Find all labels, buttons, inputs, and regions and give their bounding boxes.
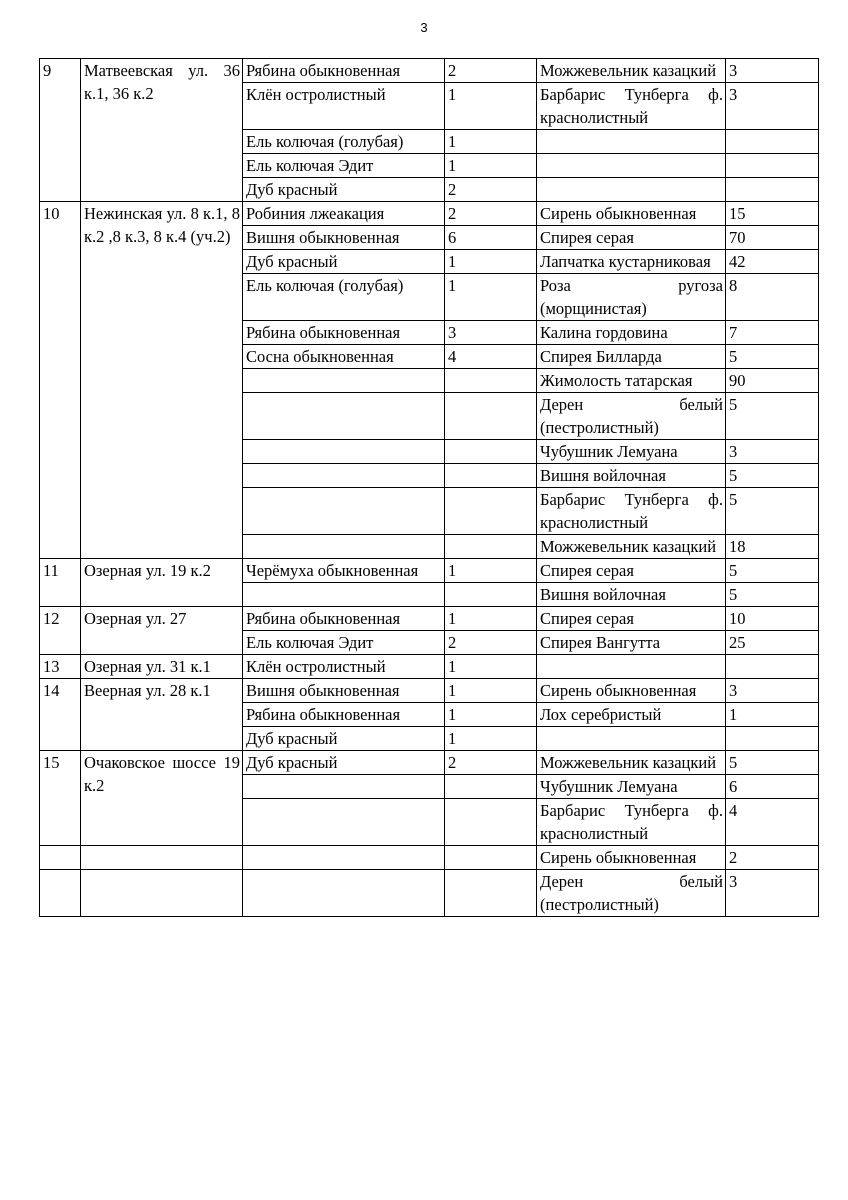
shrub-species-cell: Роза ругоза (морщинистая): [537, 274, 726, 321]
tree-quantity-cell: [445, 583, 537, 607]
row-number: 12: [40, 607, 81, 655]
shrub-quantity-cell: 7: [726, 321, 819, 345]
shrub-species-cell: Сирень обыкновенная: [537, 202, 726, 226]
tree-species-cell: Сосна обыкновенная: [243, 345, 445, 369]
table-row: [40, 607, 819, 631]
shrub-species-cell: Лох серебристый: [537, 703, 726, 727]
shrub-species-cell: Можжевельник казацкий: [537, 535, 726, 559]
tree-quantity-cell: 2: [445, 751, 537, 775]
tree-species-cell: Вишня обыкновенная: [243, 679, 445, 703]
address-cell: Озерная ул. 27: [81, 607, 243, 655]
tree-quantity-cell: 1: [445, 130, 537, 154]
table-row: [40, 870, 819, 917]
shrub-species-cell: Спирея Билларда: [537, 345, 726, 369]
tree-quantity-cell: [445, 535, 537, 559]
tree-species-cell: [243, 464, 445, 488]
table-row: [40, 679, 819, 703]
shrub-species-cell: Можжевельник казацкий: [537, 59, 726, 83]
tree-species-cell: Ель колючая Эдит: [243, 154, 445, 178]
tree-quantity-cell: [445, 846, 537, 870]
shrub-quantity-cell: 15: [726, 202, 819, 226]
tree-species-cell: Рябина обыкновенная: [243, 59, 445, 83]
table-row: [40, 559, 819, 583]
shrub-species-cell: Лапчатка кустарниковая: [537, 250, 726, 274]
shrub-species-cell: Спирея Вангутта: [537, 631, 726, 655]
shrub-quantity-cell: 8: [726, 274, 819, 321]
shrub-quantity-cell: 3: [726, 83, 819, 130]
tree-quantity-cell: [445, 369, 537, 393]
tree-quantity-cell: 6: [445, 226, 537, 250]
tree-quantity-cell: 1: [445, 274, 537, 321]
shrub-species-cell: Калина гордовина: [537, 321, 726, 345]
shrub-quantity-cell: 3: [726, 679, 819, 703]
shrub-quantity-cell: 5: [726, 393, 819, 440]
row-number: 10: [40, 202, 81, 559]
tree-quantity-cell: 1: [445, 250, 537, 274]
tree-quantity-cell: [445, 870, 537, 917]
shrub-quantity-cell: 5: [726, 583, 819, 607]
row-number: 15: [40, 751, 81, 846]
tree-quantity-cell: 2: [445, 202, 537, 226]
shrub-quantity-cell: 25: [726, 631, 819, 655]
address-cell: Очаковское шоссе 19 к.2: [81, 751, 243, 846]
shrub-species-cell: [537, 655, 726, 679]
tree-species-cell: Клён остролистный: [243, 83, 445, 130]
tree-species-cell: Рябина обыкновенная: [243, 607, 445, 631]
address-cell: Нежинская ул. 8 к.1, 8 к.2 ,8 к.3, 8 к.4 (уч.2): [81, 202, 243, 559]
table-row: [40, 59, 819, 83]
tree-species-cell: Рябина обыкновенная: [243, 321, 445, 345]
shrub-species-cell: Чубушник Лемуана: [537, 775, 726, 799]
shrub-species-cell: Барбарис Тунберга ф. краснолистный: [537, 799, 726, 846]
tree-species-cell: [243, 488, 445, 535]
tree-species-cell: [243, 393, 445, 440]
tree-quantity-cell: 1: [445, 83, 537, 130]
shrub-species-cell: Чубушник Лемуана: [537, 440, 726, 464]
tree-quantity-cell: 1: [445, 154, 537, 178]
shrub-quantity-cell: [726, 154, 819, 178]
shrub-species-cell: [537, 178, 726, 202]
shrub-quantity-cell: 90: [726, 369, 819, 393]
tree-species-cell: Ель колючая (голубая): [243, 130, 445, 154]
shrub-quantity-cell: 1: [726, 703, 819, 727]
shrub-quantity-cell: 3: [726, 59, 819, 83]
tree-quantity-cell: 1: [445, 679, 537, 703]
tree-quantity-cell: [445, 488, 537, 535]
tree-species-cell: [243, 583, 445, 607]
table-row: [40, 751, 819, 775]
tree-quantity-cell: [445, 393, 537, 440]
planting-table: [39, 58, 819, 917]
shrub-quantity-cell: 5: [726, 345, 819, 369]
tree-species-cell: Черёмуха обыкновенная: [243, 559, 445, 583]
table-row: [40, 202, 819, 226]
shrub-species-cell: [537, 727, 726, 751]
tree-quantity-cell: [445, 775, 537, 799]
shrub-quantity-cell: [726, 130, 819, 154]
tree-quantity-cell: 3: [445, 321, 537, 345]
tree-quantity-cell: 4: [445, 345, 537, 369]
shrub-species-cell: Сирень обыкновенная: [537, 846, 726, 870]
shrub-species-cell: Дерен белый (пестролистный): [537, 393, 726, 440]
shrub-quantity-cell: 2: [726, 846, 819, 870]
shrub-quantity-cell: 3: [726, 870, 819, 917]
address-cell: Матвеевская ул. 36 к.1, 36 к.2: [81, 59, 243, 202]
tree-species-cell: [243, 440, 445, 464]
shrub-species-cell: Жимолость татарская: [537, 369, 726, 393]
tree-quantity-cell: 2: [445, 59, 537, 83]
tree-species-cell: Робиния лжеакация: [243, 202, 445, 226]
tree-species-cell: Дуб красный: [243, 727, 445, 751]
shrub-quantity-cell: 5: [726, 464, 819, 488]
tree-quantity-cell: [445, 440, 537, 464]
tree-species-cell: [243, 870, 445, 917]
shrub-species-cell: [537, 130, 726, 154]
shrub-species-cell: Спирея серая: [537, 226, 726, 250]
tree-quantity-cell: 1: [445, 655, 537, 679]
address-cell: Озерная ул. 31 к.1: [81, 655, 243, 679]
page-number: 3: [420, 20, 428, 35]
shrub-quantity-cell: 4: [726, 799, 819, 846]
shrub-quantity-cell: [726, 727, 819, 751]
shrub-quantity-cell: 5: [726, 559, 819, 583]
tree-quantity-cell: 1: [445, 607, 537, 631]
shrub-quantity-cell: 3: [726, 440, 819, 464]
row-number: 13: [40, 655, 81, 679]
shrub-species-cell: Вишня войлочная: [537, 464, 726, 488]
tree-species-cell: Клён остролистный: [243, 655, 445, 679]
shrub-quantity-cell: 5: [726, 751, 819, 775]
address-cell: Озерная ул. 19 к.2: [81, 559, 243, 607]
tree-quantity-cell: [445, 799, 537, 846]
shrub-species-cell: Барбарис Тунберга ф. краснолистный: [537, 83, 726, 130]
tree-species-cell: Дуб красный: [243, 250, 445, 274]
table-row: [40, 655, 819, 679]
tree-quantity-cell: 1: [445, 727, 537, 751]
tree-quantity-cell: 1: [445, 559, 537, 583]
address-cell: Веерная ул. 28 к.1: [81, 679, 243, 751]
shrub-quantity-cell: 42: [726, 250, 819, 274]
shrub-species-cell: Можжевельник казацкий: [537, 751, 726, 775]
tree-species-cell: [243, 775, 445, 799]
shrub-quantity-cell: 18: [726, 535, 819, 559]
address-cell: [81, 846, 243, 870]
row-number: 9: [40, 59, 81, 202]
shrub-quantity-cell: 70: [726, 226, 819, 250]
row-number: [40, 846, 81, 870]
shrub-quantity-cell: [726, 655, 819, 679]
tree-species-cell: [243, 535, 445, 559]
tree-species-cell: Рябина обыкновенная: [243, 703, 445, 727]
shrub-quantity-cell: 5: [726, 488, 819, 535]
tree-species-cell: [243, 846, 445, 870]
shrub-species-cell: [537, 154, 726, 178]
row-number: 11: [40, 559, 81, 607]
shrub-quantity-cell: 10: [726, 607, 819, 631]
tree-species-cell: Ель колючая Эдит: [243, 631, 445, 655]
shrub-species-cell: Вишня войлочная: [537, 583, 726, 607]
tree-species-cell: Дуб красный: [243, 751, 445, 775]
tree-species-cell: Вишня обыкновенная: [243, 226, 445, 250]
tree-quantity-cell: 2: [445, 631, 537, 655]
row-number: 14: [40, 679, 81, 751]
table-row: [40, 846, 819, 870]
shrub-species-cell: Дерен белый (пестролистный): [537, 870, 726, 917]
shrub-species-cell: Спирея серая: [537, 559, 726, 583]
tree-species-cell: [243, 799, 445, 846]
tree-species-cell: Ель колючая (голубая): [243, 274, 445, 321]
tree-species-cell: [243, 369, 445, 393]
tree-quantity-cell: 1: [445, 703, 537, 727]
shrub-species-cell: Сирень обыкновенная: [537, 679, 726, 703]
shrub-species-cell: Барбарис Тунберга ф. краснолистный: [537, 488, 726, 535]
tree-quantity-cell: [445, 464, 537, 488]
row-number: [40, 870, 81, 917]
tree-quantity-cell: 2: [445, 178, 537, 202]
tree-species-cell: Дуб красный: [243, 178, 445, 202]
shrub-species-cell: Спирея серая: [537, 607, 726, 631]
shrub-quantity-cell: 6: [726, 775, 819, 799]
shrub-quantity-cell: [726, 178, 819, 202]
address-cell: [81, 870, 243, 917]
